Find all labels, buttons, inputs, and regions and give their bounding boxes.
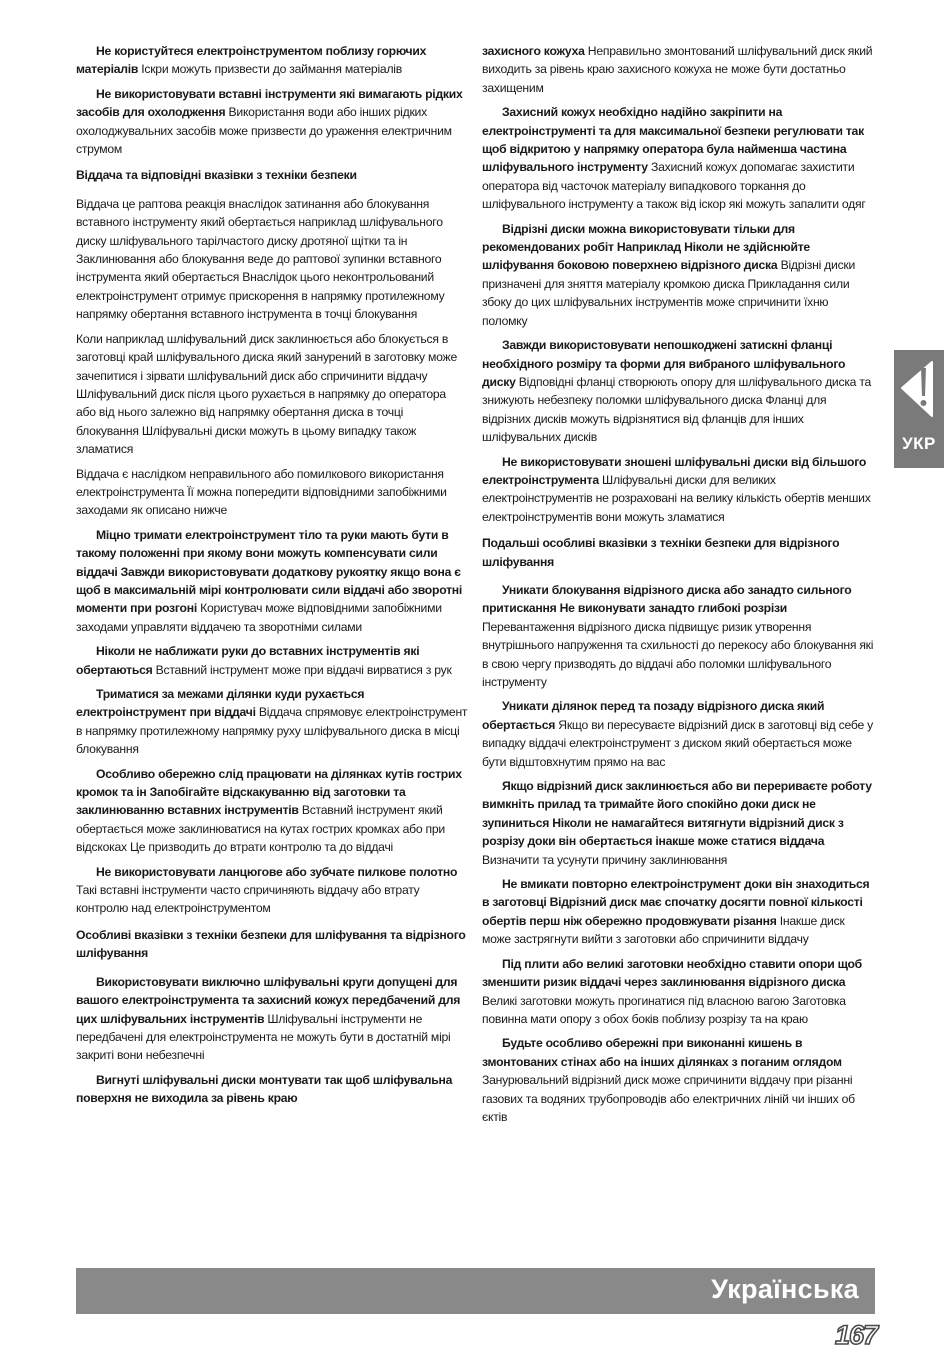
paragraph: Уникати блокування відрізного диска або занадто сильного притискання Не виконувати занадто глибокі розрізи Перевантаження відрізного диска підвищує ризик утворення внутрішнього напруження та схильності до перекосу або блокування які в свою чергу призводять до віддачі або поломки шліфувального інструменту: [482, 582, 874, 689]
right-column: [482, 42, 874, 1132]
section-heading: Подальші особливі вказівки з техніки безпеки для відрізного шліфування: [482, 536, 840, 569]
paragraph: Не використовувати вставні інструменти які вимагають рідких засобів для охолодження Використання води або інших рідких охолоджувальних засобів може призвести до ураження електричним струмом: [76, 86, 463, 157]
paragraph: Міцно тримати електроінструмент тіло та руки мають бути в такому положенні при якому вони можуть компенсувати сили віддачі Завжди використовувати додаткову рукоятку якщо вона є щоб в максимальній мірі контролювати сили віддачі або зворотні моменти при розгоні Користувач може відповідними запобіжними заходами управляти віддачею та зворотніми силами: [76, 527, 463, 634]
footer-language-label: Українська: [711, 1274, 859, 1304]
left-column: [76, 42, 468, 1114]
paragraph: Уникати ділянок перед та позаду відрізного диска який обертається Якщо ви пересуваєте відрізний диск в заготовці від себе у випадку віддачі електроінструмент з диском який обертається може бути відштовхнутим прямо на вас: [482, 699, 873, 769]
paragraph: Завжди використовувати непошкоджені затискні фланці необхідного розміру та форми для вибраного шліфувального диску Відповідні фланці створюють опору для шліфувального диска та знижують небезпеку поломки шліфувального диска Фланці для відрізних дисків можуть відрізнятися від фланців для інших шліфувальних дисків: [482, 338, 872, 445]
paragraph: Якщо відрізний диск заклинюється або ви перериваєте роботу вимкніть прилад та тримайте його спокійно доки диск не зупиниться Ніколи не намагайтеся витягнути відрізний диск з розрізу доки він обертається інакше може статися віддача Визначити та усунути причину заклинювання: [482, 779, 872, 867]
paragraph: Не вмикати повторно електроінструмент доки він знаходиться в заготовці Відрізний диск має спочатку досягти повної кількості обертів перш ніж обережно продовжувати різання Інакше диск може застрягнути вийти з заготовки або спричинити віддачу: [482, 877, 870, 947]
paragraph: Не використовувати ланцюгове або зубчате пилкове полотно Такі вставні інструменти часто спричиняють віддачу або втрату контролю над електроінструментом: [76, 864, 458, 916]
paragraph: Віддача це раптова реакція внаслідок затинання або блокування вставного інструменту який обертається наприклад шліфувального диску шліфувального тарілчастого диску дротяної щітки та ін Заклинювання або блокування веде до раптової зупинки вставного інструмента який обертається Внаслідок цього неконтрольований електроінструмент отримує прискорення в напрямку протилежному напрямку обертання вставного інструмента в точці блокування: [76, 196, 445, 322]
paragraph: Використовувати виключно шліфувальні круги допущені для вашого електроінструмента та захисний кожух передбачений для цих шліфувальних інструментів Шліфувальні інструменти не передбачені для електроінструмента не можуть бути в достатній мірі закриті вони небезпечні: [76, 974, 461, 1063]
paragraph: Захисний кожух необхідно надійно закріпити на електроінструменті та для максимальної безпеки регулювати так щоб відкритою у напрямку оператора була найменша частина шліфувального інструменту Захисний кожух допомагає захистити оператора від часточок матеріалу випадкового торкання до шліфувального інструменту а також від іскор які можуть запалити одяг: [482, 105, 866, 212]
footer-language-bar: [76, 1268, 875, 1314]
section-heading: Особливі вказівки з техніки безпеки для шліфування та відрізного шліфування: [76, 927, 466, 961]
paragraph: Відрізні диски можна використовувати тільки для рекомендованих робіт Наприклад Ніколи не здійснюйте шліфування боковою поверхнею відрізного диска Відрізні диски призначені для зняття матеріалу кромкою диска Прикладання сили збоку до цих шліфувальних інструментів може спричинити їхню поломку: [482, 221, 856, 328]
paragraph: Особливо обережно слід працювати на ділянках кутів гострих кромок та ін Запобігайте відскакуванню від заготовки та заклинюванню вставних інструментів Вставний інструмент який обертається може заклинюватися на кутах гострих кромках або при відскоках Це призводить до втрати контролю та до віддачі: [76, 766, 462, 855]
section-heading: Віддача та відповідні вказівки з техніки безпеки: [76, 168, 357, 183]
paragraph: Триматися за межами ділянки куди рухається електроінструмент при віддачі Віддача спрямовує електроінструмент в напрямку протилежному напрямку руху шліфувального диска в місці блокування: [76, 687, 468, 757]
language-code: УКР: [902, 434, 936, 453]
paragraph: Коли наприклад шліфувальний диск заклинюється або блокується в заготовці край шліфувального диска який занурений в заготовку може зачепитися і зірвати шліфувальний диск або спричинити віддачу Шліфувальний диск після цього рухається в напрямку до оператора або від нього залежно від напрямку обертання диска в точці блокування Шліфувальні диски можуть в цьому випадку також зламатися: [76, 331, 457, 457]
language-side-tab: [894, 350, 944, 468]
warning-triangle-icon: [899, 358, 939, 424]
paragraph: Не використовувати зношені шліфувальні диски від більшого електроінструмента Шліфувальні диски для великих електроінструментів не розраховані на велику кількість обертів менших електроінструментів вони можуть зламатися: [482, 454, 871, 524]
paragraph: Не користуйтеся електроінструментом поблизу горючих матеріалів Іскри можуть призвести до займання матеріалів: [76, 44, 427, 77]
paragraph: Ніколи не наближати руки до вставних інструментів які обертаються Вставний інструмент може при віддачі вирватися з рук: [76, 644, 452, 677]
paragraph: захисного кожуха Неправильно змонтований шліфувальний диск який виходить за рівень краю захисного кожуха не може бути достатньо захищеним: [482, 44, 873, 95]
paragraph: Віддача є наслідком неправильного або помилкового використання електроінструмента Її можна попередити відповідними запобіжними заходами як описано нижче: [76, 466, 447, 518]
paragraph: Вигнуті шліфувальні диски монтувати так щоб шліфувальна поверхня не виходила за рівень краю: [76, 1072, 453, 1106]
page-number: 167: [834, 1320, 877, 1350]
paragraph: Під плити або великі заготовки необхідно ставити опори щоб зменшити ризик віддачі через заклинювання відрізного диска Великі заготовки можуть прогинатися під власною вагою Заготовка повинна мати опору з обох боків поблизу розрізу та на краю: [482, 956, 862, 1026]
paragraph: Будьте особливо обережні при виконанні кишень в змонтованих стінах або на інших ділянках з поганим оглядом Занурювальний відрізний диск може спричинити віддачу при різанні газових та водяних трубопроводів або електричних ліній чи інших об єктів: [482, 1036, 855, 1124]
